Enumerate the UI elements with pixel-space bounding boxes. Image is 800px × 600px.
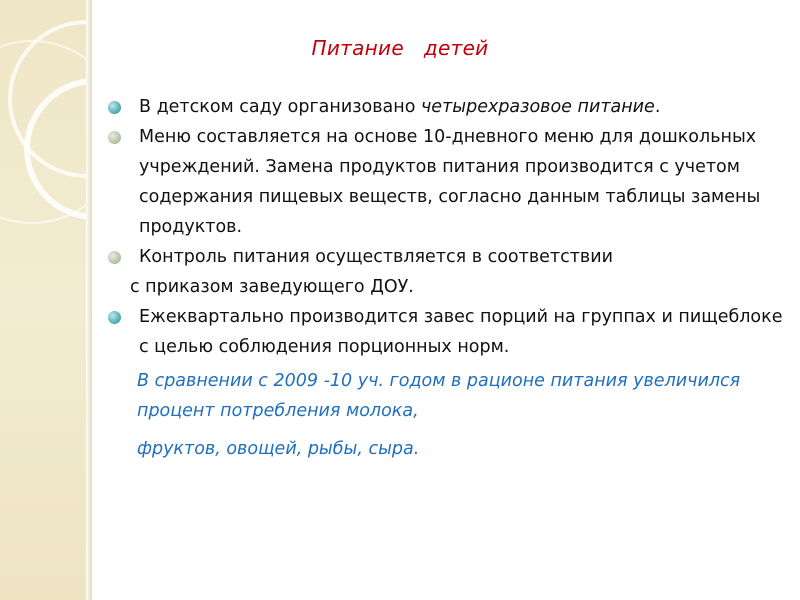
decorative-side-panel [0,0,88,600]
comparison-note-line1: В сравнении с 2009 -10 уч. годом в рационе питания увеличился процент потребления молока, [137,371,741,421]
meals-period: . [654,97,661,117]
comparison-note [105,366,785,464]
bullet-item-meals [105,92,785,122]
bullet-icon [108,311,121,324]
slide-body [105,92,785,464]
meals-text: В детском саду организовано [139,97,421,117]
slide-title: Питание детей [311,36,489,60]
meals-emphasis: четырехразовое питание [420,97,655,117]
bullet-item-control [105,242,785,272]
control-continuation: с приказом заведующего ДОУ. [130,277,414,297]
control-text: Контроль питания осуществляется в соответствии [139,247,613,267]
bullet-item-portions [105,302,785,362]
comparison-note-line2: фруктов, овощей, рыбы, сыра. [137,439,420,459]
portions-text: Ежеквартально производится завес порций на группах и пищеблоке с целью соблюдения порционных норм. [139,307,783,357]
bullet-icon [108,131,121,144]
menu-text: Меню составляется на основе 10-дневного меню для дошкольных учреждений. Замена продуктов питания производится с учетом содержания пищевых веществ, согласно данным таблицы замены продуктов. [139,127,761,237]
side-panel-divider [86,0,92,600]
bullet-item-menu [105,122,785,242]
bullet-icon [108,251,121,264]
bullet-icon [108,101,121,114]
